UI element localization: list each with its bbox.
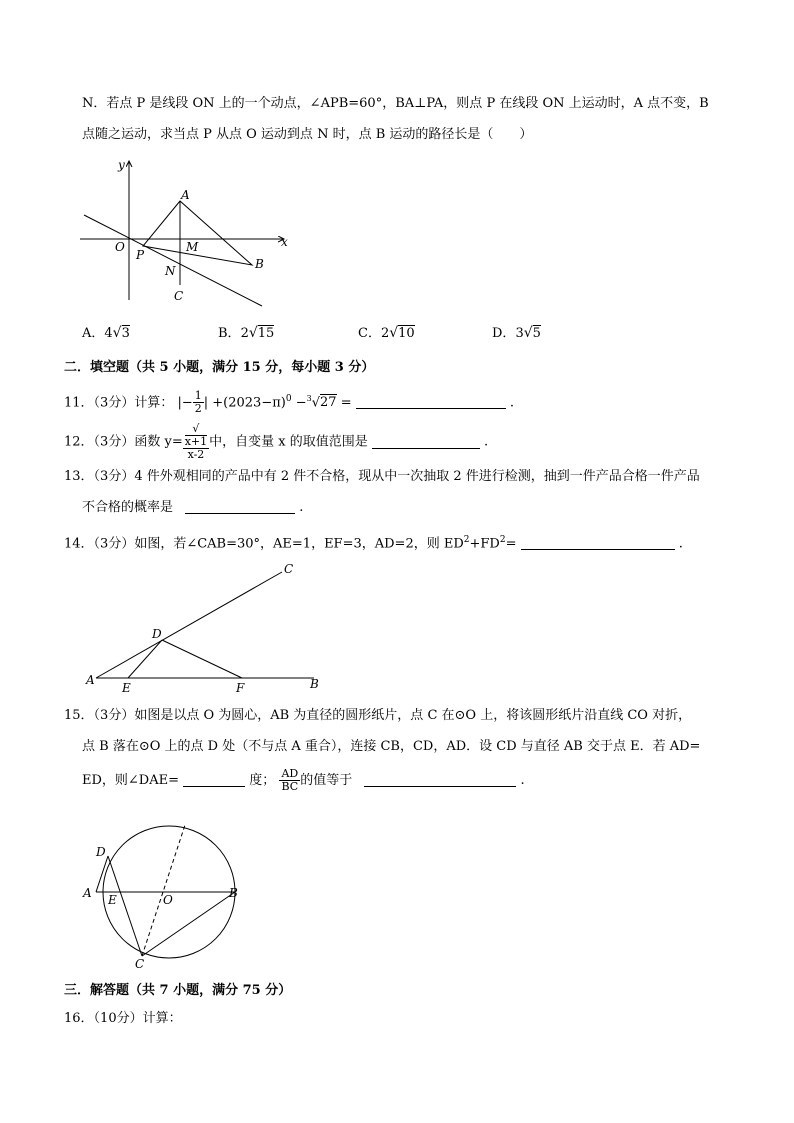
fig10-label-n: N [165,264,176,278]
option-c[interactable]: C．2√10 [358,325,415,341]
fig14-label-e: E [122,681,131,695]
q10-figure [80,155,295,310]
q15-answer-blank-2[interactable] [364,772,516,787]
fig10-label-m: M [186,240,199,254]
section2-heading: 二．填空题（共 5 小题，满分 15 分，每小题 3 分） [64,360,375,375]
fig15-label-d: D [96,845,106,859]
q13-line2: 不合格的概率是 . [82,500,304,515]
fig14-label-f: F [236,681,245,695]
option-d[interactable]: D．3√5 [492,325,541,341]
option-a[interactable]: A．4√3 [82,325,130,341]
option-b[interactable]: B．2√15 [218,325,275,341]
fig10-label-a: A [181,188,190,202]
q15-figure [80,825,245,970]
fig15-label-e: E [108,893,117,907]
fig10-label-y: y [118,158,125,172]
fig10-label-c: C [174,289,184,303]
q15-line3: ED，则∠DAE= 度； $\frac{AD}{BC}$ 的值等于 . [82,767,525,793]
fig10-label-b: B [255,257,264,271]
fig10-label-p: P [136,248,145,262]
q12: 12．（3分）函数 y= √ x+1 x-2 中，自变量 x 的取值范围是 . [64,422,489,461]
q13-answer-blank[interactable] [185,499,295,514]
fig15-label-c: C [135,957,145,971]
fig14-label-d: D [152,627,162,641]
q14-figure [82,560,327,695]
q14: 14．（3分）如图，若∠CAB=30°，AE=1，EF=3，AD=2，则 $ED^2+FD^2=$ . [64,535,683,552]
section3-heading: 三．解答题（共 7 小题，满分 75 分） [64,983,292,998]
fig15-label-b: B [229,886,238,900]
fig10-label-x: x [281,235,288,249]
fig15-label-o: O [163,893,173,907]
q10-line2: 点随之运动，求当点 P 从点 O 运动到点 N 时，点 B 运动的路径长是（ ） [82,127,533,142]
q15-line1: 15．（3分）如图是以点 O 为圆心，AB 为直径的圆形纸片，点 C 在⊙O 上，将该圆形纸片沿直线 CO 对折， [64,708,692,723]
q11: 11．（3分）计算： |− $\frac{1}{2}$ | $+(2023-\pi)^0 -^3√27$ = . [64,389,515,416]
fig14-label-c: C [284,562,294,576]
q16: 16．（10分）计算： [64,1011,182,1026]
q12-answer-blank[interactable] [372,434,480,449]
fig14-label-b: B [310,677,319,691]
q15-line2: 点 B 落在⊙O 上的点 D 处（不与点 A 重合），连接 CB，CD，AD．设 CD 与直径 AB 交于点 E．若 AD= [82,739,701,754]
q11-answer-blank[interactable] [356,394,506,409]
fig10-label-o: O [115,240,125,254]
fig15-label-a: A [83,886,92,900]
q14-answer-blank[interactable] [521,535,675,550]
q10-line1: N．若点 P 是线段 ON 上的一个动点，∠APB=60°，BA⊥PA，则点 P 在线段 ON 上运动时，A 点不变，B [82,96,709,111]
q13-line1: 13．（3分）4 件外观相同的产品中有 2 件不合格，现从中一次抽取 2 件进行检测，抽到一件产品合格一件产品 [64,469,700,484]
fig14-label-a: A [86,673,95,687]
q15-answer-blank-1[interactable] [183,772,245,787]
